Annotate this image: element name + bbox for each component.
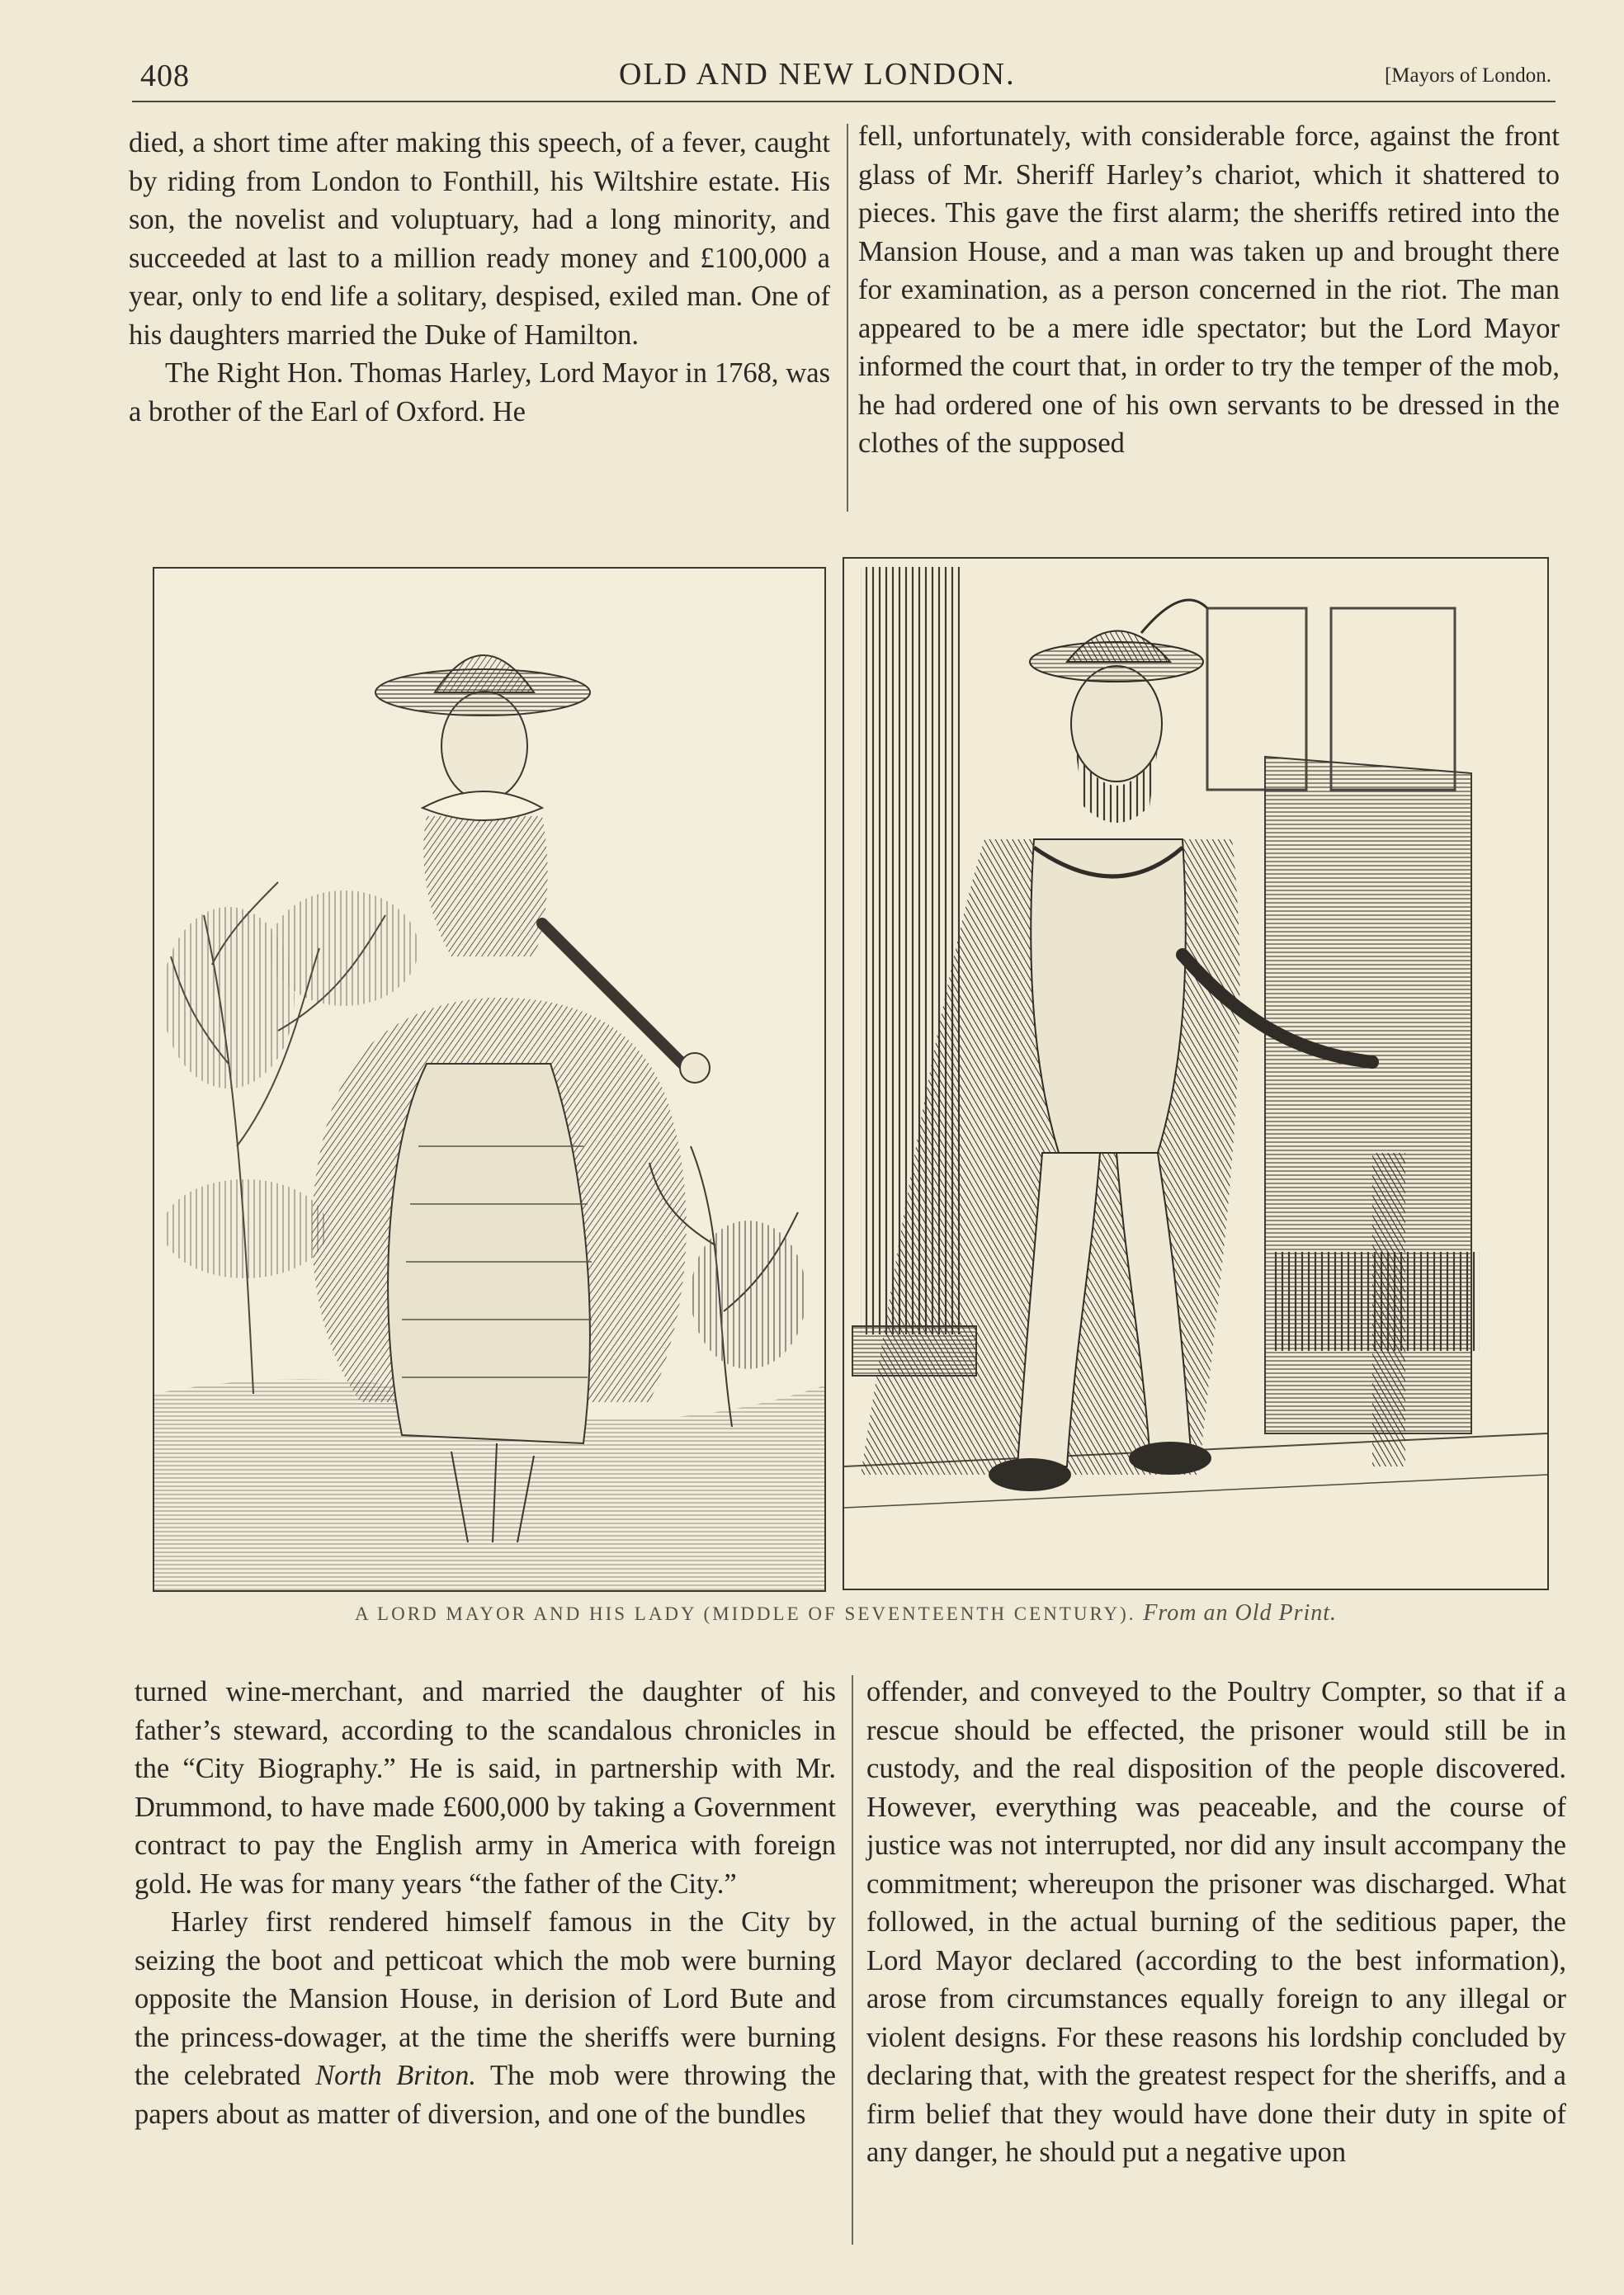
paragraph-text: The mob were throwing the papers about as matter of diversion, and one of the bundles xyxy=(135,2060,836,2130)
chair-icon xyxy=(1265,757,1480,1466)
page-number: 408 xyxy=(140,59,190,93)
caption-credit: From an Old Print. xyxy=(1143,1600,1338,1626)
text-column-bottom-right xyxy=(866,1673,1566,2172)
paragraph: turned wine-merchant, and married the daughter of his father’s steward, according to the scandalous chronicles in the “City Biography.” He is said, in partnership with Mr. Drummond, to have made £600,000 by taking a Government contract to pay the English army in America with foreign gold. He was for many years “the father of the City.” xyxy=(135,1676,836,1900)
page-header xyxy=(140,51,1551,101)
lord-mayor-engraving xyxy=(843,557,1549,1590)
text-column-bottom-left xyxy=(135,1673,836,2133)
paragraph: fell, unfortunately, with considerable force, against the front glass of Mr. Sheriff Harley’s chariot, which it shattered to pieces. This gave the first alarm; the sheriffs retired into the Mansion House, and a man was taken up and brought there for examination, as a person concerned in the riot. The man appeared to be a mere idle spectator; but the Lord Mayor informed the court that, in order to try the temper of the mob, he had ordered one of his own servants to be dressed in the clothes of the supposed xyxy=(858,120,1560,459)
illustration xyxy=(153,557,1547,1580)
column-divider-top xyxy=(847,124,848,512)
header-rule xyxy=(132,101,1556,102)
text-column-top-left xyxy=(129,124,830,431)
figure-caption xyxy=(140,1600,1551,1627)
paragraph-text: Harley first rendered himself famous in the City by seizing the boot and petticoat which the mob were burning opposite the Mansion House, in derision of Lord Bute and the princess-dowager, at the time the sheriffs were burning the celebrated xyxy=(135,1906,836,2091)
paragraph: The Right Hon. Thomas Harley, Lord Mayor in 1768, was a brother of the Earl of Oxford. He xyxy=(129,357,830,427)
lady-engraving xyxy=(153,567,826,1592)
caption-text: A LORD MAYOR AND HIS LADY (MIDDLE OF SEVENTEENTH CENTURY). xyxy=(354,1603,1136,1624)
text-column-top-right xyxy=(858,117,1560,463)
running-title: OLD AND NEW LONDON. xyxy=(619,57,1016,92)
newspaper-title: North Briton. xyxy=(315,2060,476,2091)
section-title: [Mayors of London. xyxy=(1384,64,1551,87)
paragraph xyxy=(135,1903,836,2133)
paragraph: offender, and conveyed to the Poultry Compter, so that if a rescue should be effected, the prisoner would still be in custody, and the real disposition of the people discovered. However, everything was peaceable, and the course of justice was not interrupted, nor did any insult accompany the commitment; whereupon the prisoner was discharged. What followed, in the actual burning of the seditious paper, the Lord Mayor declared (according to the best information), arose from circumstances equally foreign to any illegal or violent designs. For these reasons his lordship concluded by declaring that, with the greatest respect for the sheriffs, and a firm belief that they would have done their duty in spite of any danger, he should put a negative upon xyxy=(866,1676,1566,2168)
paragraph: died, a short time after making this speech, of a fever, caught by riding from London to Fonthill, his Wiltshire estate. His son, the novelist and voluptuary, had a long minority, and succeeded at last to a million ready money and £100,000 a year, only to end life a solitary, despised, exiled man. One of his daughters married the Duke of Hamilton. xyxy=(129,127,830,351)
column-divider-bottom xyxy=(852,1675,853,2245)
